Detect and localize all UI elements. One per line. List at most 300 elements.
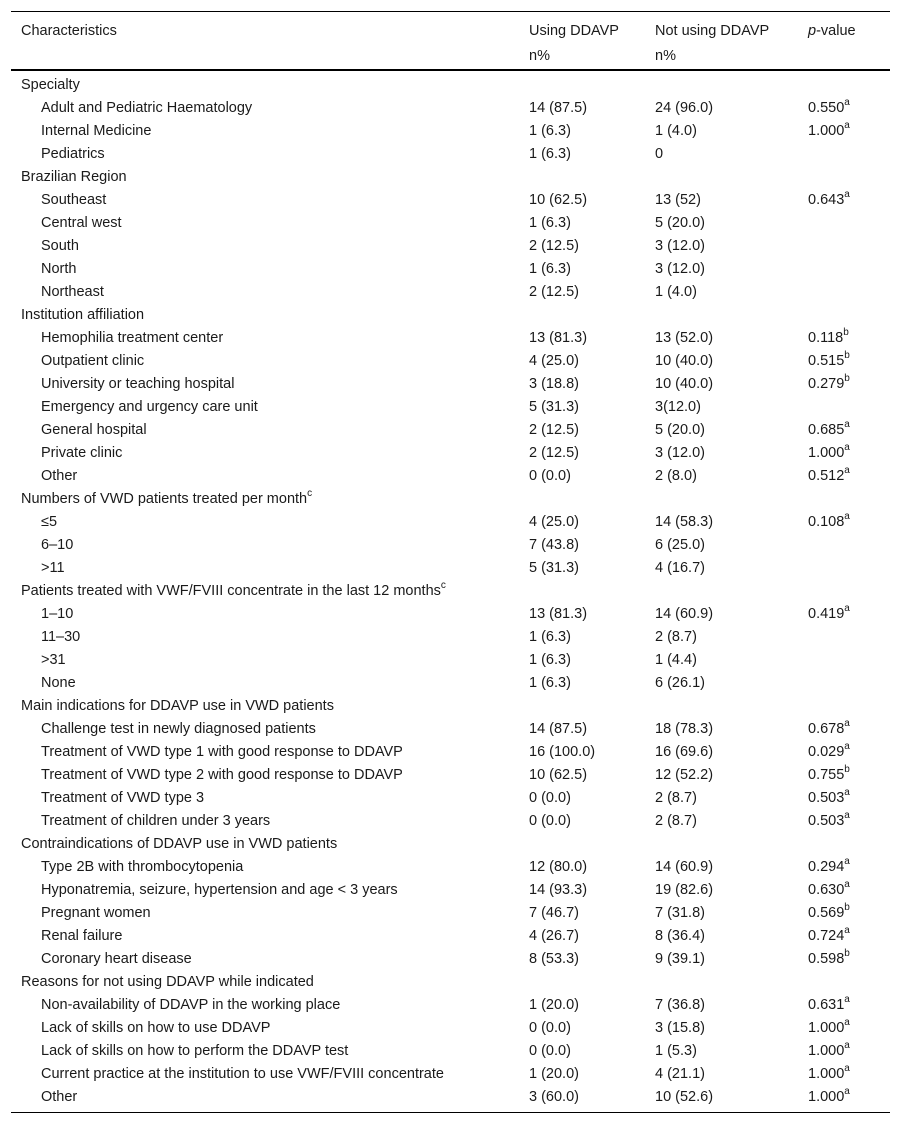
section-row (11, 833, 890, 856)
p-value-cell (798, 879, 890, 902)
using-ddavp-cell: 4 (26.7) (529, 928, 579, 944)
p-value-text: 1.000 (808, 123, 845, 139)
not-using-ddavp-cell: 2 (8.7) (655, 629, 697, 645)
label-text: Outpatient clinic (41, 353, 145, 369)
not-using-ddavp-cell: 10 (40.0) (655, 353, 714, 369)
not-using-ddavp-cell: 2 (8.0) (655, 468, 697, 484)
not-using-ddavp-cell: 14 (60.9) (655, 859, 714, 875)
row-label (11, 235, 519, 258)
label-footnote-marker: c (307, 488, 313, 500)
row-label (11, 902, 519, 925)
using-ddavp-cell: 1 (20.0) (529, 997, 579, 1013)
section-label (11, 166, 519, 189)
row-label (11, 994, 519, 1017)
using-ddavp-cell: 13 (81.3) (529, 330, 588, 346)
not-using-ddavp-cell: 14 (58.3) (655, 514, 714, 530)
label-text: Treatment of VWD type 1 with good response to DDAVP (41, 744, 403, 760)
using-ddavp-cell: 1 (6.3) (529, 123, 571, 139)
p-value-footnote-marker: a (844, 511, 850, 523)
p-value-cell (798, 143, 890, 166)
header-p-rest: -value (816, 23, 856, 39)
p-value-footnote-marker: a (844, 741, 850, 753)
not-using-ddavp-cell (645, 580, 798, 603)
p-value-text: 0.515 (808, 353, 845, 369)
p-value-footnote-marker: a (844, 1063, 850, 1075)
using-ddavp-cell: 4 (25.0) (529, 514, 579, 530)
p-value-cell (798, 97, 890, 120)
using-ddavp-cell (519, 304, 645, 327)
using-ddavp-cell: 0 (0.0) (529, 790, 571, 806)
using-ddavp-cell: 1 (6.3) (529, 215, 571, 231)
p-value-cell (798, 70, 890, 97)
row-label (11, 718, 519, 741)
label-text: General hospital (41, 422, 147, 438)
header-not-using-ddavp: Not using DDAVP (645, 12, 798, 44)
row-label (11, 764, 519, 787)
table-row (11, 419, 890, 442)
row-label (11, 327, 519, 350)
using-ddavp-cell: 3 (60.0) (519, 1086, 645, 1113)
section-label (11, 971, 519, 994)
not-using-ddavp-cell: 1 (4.0) (655, 284, 697, 300)
p-value-footnote-marker: a (844, 120, 850, 132)
row-label (11, 856, 519, 879)
section-label (11, 304, 519, 327)
not-using-ddavp-cell (645, 304, 798, 327)
row-label (11, 373, 519, 396)
label-text: ≤5 (41, 514, 58, 530)
p-value-text: 0.630 (808, 882, 845, 898)
label-text: Other (41, 468, 78, 484)
using-ddavp-cell: 1 (6.3) (529, 146, 571, 162)
table-row (11, 810, 890, 833)
table-row (11, 143, 890, 166)
table-row (11, 672, 890, 695)
p-value-footnote-marker: a (844, 810, 850, 822)
label-text: 6–10 (41, 537, 74, 553)
p-value-text: 1.000 (808, 1020, 845, 1036)
p-value-footnote-marker: b (844, 948, 850, 960)
p-value-footnote-marker: b (843, 327, 849, 339)
p-value-cell (798, 465, 890, 488)
row-label (11, 810, 519, 833)
p-value-text: 0.294 (808, 859, 845, 875)
not-using-ddavp-cell: 5 (20.0) (655, 422, 705, 438)
table-row (11, 764, 890, 787)
p-value-text: 0.419 (808, 606, 845, 622)
header-p-value (798, 12, 890, 44)
header-row (11, 12, 890, 44)
p-value-cell (798, 511, 890, 534)
p-value-text: 0.569 (808, 905, 845, 921)
label-text: Hyponatremia, seizure, hypertension and age < 3 years (41, 882, 398, 898)
using-ddavp-cell: 1 (20.0) (529, 1066, 579, 1082)
row-label (11, 672, 519, 695)
not-using-ddavp-cell: 18 (78.3) (655, 721, 714, 737)
section-label (11, 488, 519, 511)
not-using-ddavp-cell: 19 (82.6) (655, 882, 714, 898)
label-text: Specialty (21, 77, 80, 93)
table-row (11, 879, 890, 902)
not-using-ddavp-cell: 24 (96.0) (655, 100, 714, 116)
table-row (11, 396, 890, 419)
p-value-footnote-marker: a (844, 879, 850, 891)
row-label (11, 511, 519, 534)
p-value-cell (798, 626, 890, 649)
p-value-cell (798, 327, 890, 350)
row-label (11, 1040, 519, 1063)
section-label (11, 695, 519, 718)
table-row (11, 373, 890, 396)
p-value-footnote-marker: a (844, 1017, 850, 1029)
label-text: South (41, 238, 79, 254)
label-text: Treatment of VWD type 2 with good response to DDAVP (41, 767, 403, 783)
p-value-cell (798, 396, 890, 419)
p-value-cell (798, 534, 890, 557)
using-ddavp-cell: 14 (93.3) (529, 882, 588, 898)
using-ddavp-cell: 2 (12.5) (529, 445, 579, 461)
table-row (11, 281, 890, 304)
p-value-cell (798, 649, 890, 672)
label-text: Main indications for DDAVP use in VWD patients (21, 698, 334, 714)
using-ddavp-cell: 12 (80.0) (529, 859, 588, 875)
p-value-text: 1.000 (808, 1043, 845, 1059)
p-value-footnote-marker: a (844, 787, 850, 799)
label-text: >11 (41, 560, 65, 576)
table-row (11, 649, 890, 672)
not-using-ddavp-cell: 12 (52.2) (655, 767, 714, 783)
label-text: Coronary heart disease (41, 951, 192, 967)
p-value-cell (798, 925, 890, 948)
table-row (11, 856, 890, 879)
row-label (11, 649, 519, 672)
table-row (11, 718, 890, 741)
section-row (11, 695, 890, 718)
p-value-footnote-marker: a (844, 189, 850, 201)
table-body (11, 70, 890, 1113)
label-text: Treatment of children under 3 years (41, 813, 271, 829)
label-text: Private clinic (41, 445, 123, 461)
using-ddavp-cell: 1 (6.3) (529, 261, 571, 277)
p-value-footnote-marker: a (844, 718, 850, 730)
table-row (11, 1040, 890, 1063)
p-value-cell (798, 120, 890, 143)
not-using-ddavp-cell: 14 (60.9) (655, 606, 714, 622)
not-using-ddavp-cell: 13 (52.0) (655, 330, 714, 346)
row-label (11, 97, 519, 120)
p-value-cell (798, 833, 890, 856)
using-ddavp-cell: 5 (31.3) (529, 560, 579, 576)
p-value-text: 0.279 (808, 376, 845, 392)
section-row (11, 166, 890, 189)
using-ddavp-cell: 1 (6.3) (529, 629, 571, 645)
p-value-cell (798, 580, 890, 603)
row-label (11, 350, 519, 373)
not-using-ddavp-cell (645, 488, 798, 511)
p-value-footnote-marker: a (844, 1086, 850, 1098)
using-ddavp-cell: 4 (25.0) (529, 353, 579, 369)
table-row (11, 925, 890, 948)
not-using-ddavp-cell: 4 (16.7) (655, 560, 705, 576)
p-value-cell (798, 902, 890, 925)
not-using-ddavp-cell: 2 (8.7) (655, 813, 697, 829)
using-ddavp-cell: 0 (0.0) (529, 468, 571, 484)
using-ddavp-cell (519, 166, 645, 189)
p-value-text: 1.000 (808, 445, 845, 461)
row-label (11, 465, 519, 488)
table-row (11, 327, 890, 350)
p-value-cell (798, 373, 890, 396)
using-ddavp-cell: 2 (12.5) (529, 422, 579, 438)
p-value-cell (798, 718, 890, 741)
label-text: Challenge test in newly diagnosed patients (41, 721, 316, 737)
label-text: None (41, 675, 76, 691)
label-text: Other (41, 1089, 78, 1105)
p-value-cell (798, 603, 890, 626)
row-label (11, 281, 519, 304)
characteristics-table (11, 11, 890, 1113)
p-value-footnote-marker: a (844, 419, 850, 431)
using-ddavp-cell: 10 (62.5) (529, 767, 588, 783)
not-using-ddavp-cell: 3 (12.0) (655, 445, 705, 461)
not-using-ddavp-cell: 2 (8.7) (655, 790, 697, 806)
label-text: Pediatrics (41, 146, 105, 162)
table-row (11, 994, 890, 1017)
using-ddavp-cell: 14 (87.5) (529, 100, 588, 116)
row-label (11, 534, 519, 557)
not-using-ddavp-cell: 0 (655, 146, 664, 162)
label-text: University or teaching hospital (41, 376, 235, 392)
header-n-using: n% (519, 43, 645, 70)
using-ddavp-cell: 0 (0.0) (529, 1043, 571, 1059)
using-ddavp-cell: 2 (12.5) (529, 238, 579, 254)
p-value-text: 0.643 (808, 192, 845, 208)
table-row (11, 442, 890, 465)
p-value-text: 0.512 (808, 468, 845, 484)
p-value-cell (798, 557, 890, 580)
table-row (11, 1063, 890, 1086)
header-p-italic: p (808, 23, 817, 39)
p-value-cell (798, 304, 890, 327)
p-value-text: 0.550 (808, 100, 845, 116)
p-value-cell (798, 948, 890, 971)
label-text: Renal failure (41, 928, 123, 944)
p-value-text: 0.503 (808, 813, 845, 829)
row-label (11, 948, 519, 971)
not-using-ddavp-cell: 10 (40.0) (655, 376, 714, 392)
p-value-text: 1.000 (808, 1089, 845, 1105)
p-value-text: 1.000 (808, 1066, 845, 1082)
label-text: Institution affiliation (21, 307, 145, 323)
using-ddavp-cell: 10 (62.5) (529, 192, 588, 208)
using-ddavp-cell: 16 (100.0) (529, 744, 596, 760)
not-using-ddavp-cell: 16 (69.6) (655, 744, 714, 760)
label-text: Current practice at the institution to use VWF/FVIII concentrate (41, 1066, 444, 1082)
p-value-text: 0.503 (808, 790, 845, 806)
not-using-ddavp-cell: 3 (12.0) (655, 238, 705, 254)
p-value-cell (798, 810, 890, 833)
label-text: Numbers of VWD patients treated per month (21, 491, 308, 507)
p-value-footnote-marker: a (844, 603, 850, 615)
p-value-cell (798, 488, 890, 511)
label-text: Non-availability of DDAVP in the working place (41, 997, 341, 1013)
section-row (11, 488, 890, 511)
label-text: Reasons for not using DDAVP while indicated (21, 974, 314, 990)
row-label (11, 143, 519, 166)
section-row (11, 580, 890, 603)
header-using-ddavp: Using DDAVP (519, 12, 645, 44)
section-row (11, 304, 890, 327)
p-value-text: 0.631 (808, 997, 845, 1013)
table-row (11, 258, 890, 281)
row-label (11, 212, 519, 235)
using-ddavp-cell (519, 971, 645, 994)
not-using-ddavp-cell (645, 70, 798, 97)
table-row (11, 626, 890, 649)
table-row (11, 1017, 890, 1040)
not-using-ddavp-cell: 9 (39.1) (655, 951, 705, 967)
using-ddavp-cell: 8 (53.3) (529, 951, 579, 967)
p-value-cell (798, 281, 890, 304)
row-label (11, 1086, 519, 1113)
p-value-footnote-marker: a (844, 856, 850, 868)
table-row (11, 189, 890, 212)
table-row (11, 511, 890, 534)
using-ddavp-cell (519, 580, 645, 603)
table-row (11, 787, 890, 810)
table-row (11, 948, 890, 971)
using-ddavp-cell: 7 (43.8) (529, 537, 579, 553)
table-row (11, 603, 890, 626)
not-using-ddavp-cell: 1 (4.4) (655, 652, 697, 668)
using-ddavp-cell (519, 70, 645, 97)
p-value-footnote-marker: a (844, 994, 850, 1006)
not-using-ddavp-cell (645, 695, 798, 718)
row-label (11, 603, 519, 626)
not-using-ddavp-cell: 1 (5.3) (655, 1043, 697, 1059)
row-label (11, 925, 519, 948)
using-ddavp-cell: 14 (87.5) (529, 721, 588, 737)
not-using-ddavp-cell: 3 (15.8) (655, 1020, 705, 1036)
section-label (11, 70, 519, 97)
not-using-ddavp-cell: 5 (20.0) (655, 215, 705, 231)
not-using-ddavp-cell: 6 (26.1) (655, 675, 705, 691)
header-blank-p (798, 43, 890, 70)
not-using-ddavp-cell: 10 (52.6) (645, 1086, 798, 1113)
p-value-footnote-marker: a (844, 925, 850, 937)
p-value-text: 0.598 (808, 951, 845, 967)
not-using-ddavp-cell: 1 (4.0) (655, 123, 697, 139)
row-label (11, 419, 519, 442)
table-row (11, 534, 890, 557)
label-text: North (41, 261, 77, 277)
using-ddavp-cell: 2 (12.5) (529, 284, 579, 300)
label-text: Northeast (41, 284, 104, 300)
section-row (11, 971, 890, 994)
label-text: Southeast (41, 192, 107, 208)
table-row (11, 212, 890, 235)
row-label (11, 189, 519, 212)
using-ddavp-cell (519, 488, 645, 511)
not-using-ddavp-cell (645, 166, 798, 189)
p-value-footnote-marker: a (844, 1040, 850, 1052)
using-ddavp-cell (519, 695, 645, 718)
p-value-cell (798, 1086, 890, 1113)
p-value-cell (798, 235, 890, 258)
characteristics-table-container (11, 11, 890, 1113)
not-using-ddavp-cell: 6 (25.0) (655, 537, 705, 553)
using-ddavp-cell: 1 (6.3) (529, 652, 571, 668)
p-value-text: 0.108 (808, 514, 845, 530)
not-using-ddavp-cell (645, 833, 798, 856)
p-value-cell (798, 419, 890, 442)
label-text: Pregnant women (41, 905, 151, 921)
label-text: 1–10 (41, 606, 74, 622)
p-value-cell (798, 166, 890, 189)
using-ddavp-cell: 13 (81.3) (529, 606, 588, 622)
p-value-cell (798, 189, 890, 212)
p-value-cell (798, 350, 890, 373)
table-row (11, 120, 890, 143)
p-value-cell (798, 1063, 890, 1086)
p-value-cell (798, 1017, 890, 1040)
using-ddavp-cell: 3 (18.8) (529, 376, 579, 392)
row-label (11, 120, 519, 143)
label-text: 11–30 (41, 629, 81, 645)
row-label (11, 442, 519, 465)
p-value-cell (798, 787, 890, 810)
section-row (11, 70, 890, 97)
label-text: Type 2B with thrombocytopenia (41, 859, 244, 875)
p-value-footnote-marker: a (844, 442, 850, 454)
table-header (11, 12, 890, 71)
p-value-text: 0.118 (808, 330, 844, 346)
p-value-cell (798, 971, 890, 994)
not-using-ddavp-cell (645, 971, 798, 994)
p-value-cell (798, 695, 890, 718)
table-row (11, 902, 890, 925)
header-characteristics: Characteristics (11, 12, 519, 44)
header-blank (11, 43, 519, 70)
label-text: Central west (41, 215, 122, 231)
row-label (11, 626, 519, 649)
p-value-footnote-marker: b (844, 764, 850, 776)
table-row (11, 235, 890, 258)
p-value-cell (798, 672, 890, 695)
p-value-text: 0.724 (808, 928, 845, 944)
p-value-text: 0.685 (808, 422, 845, 438)
not-using-ddavp-cell: 3 (12.0) (655, 261, 705, 277)
label-text: Brazilian Region (21, 169, 127, 185)
using-ddavp-cell: 5 (31.3) (529, 399, 579, 415)
label-footnote-marker: c (440, 580, 446, 592)
header-n-not-using: n% (645, 43, 798, 70)
p-value-footnote-marker: a (844, 465, 850, 477)
table-row (11, 557, 890, 580)
label-text: Patients treated with VWF/FVIII concentrate in the last 12 months (21, 583, 441, 599)
p-value-footnote-marker: b (844, 350, 850, 362)
p-value-text: 0.678 (808, 721, 845, 737)
table-row (11, 741, 890, 764)
row-label (11, 741, 519, 764)
section-label (11, 580, 519, 603)
p-value-text: 0.755 (808, 767, 845, 783)
label-text: Internal Medicine (41, 123, 152, 139)
p-value-cell (798, 764, 890, 787)
p-value-footnote-marker: a (844, 97, 850, 109)
row-label (11, 1017, 519, 1040)
using-ddavp-cell: 7 (46.7) (529, 905, 579, 921)
